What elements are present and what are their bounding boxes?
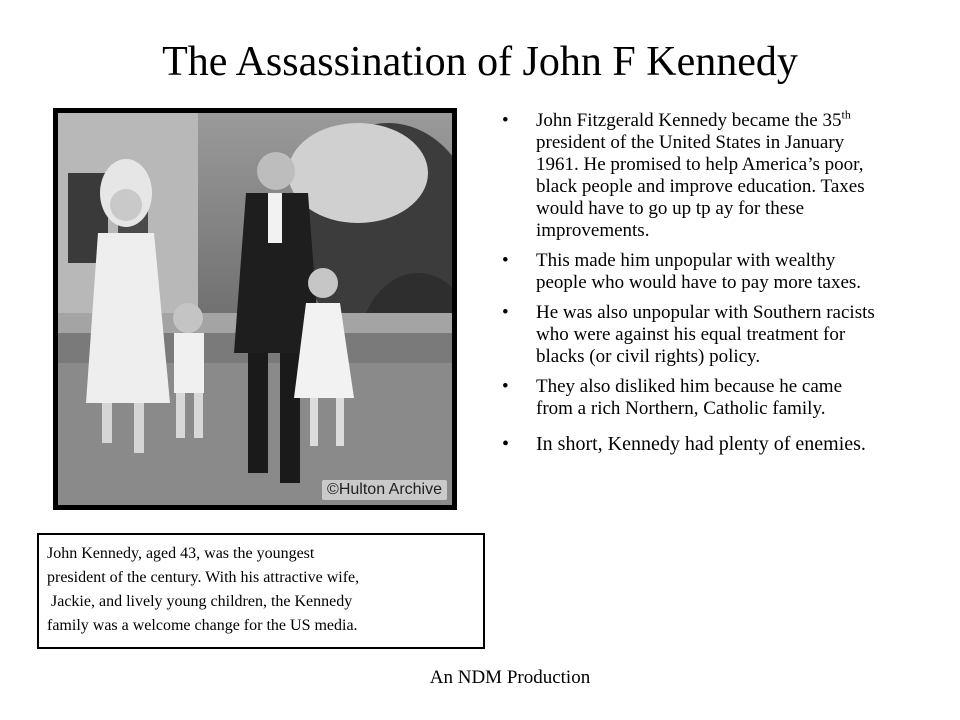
caption-line: John Kennedy, aged 43, was the youngest	[47, 545, 315, 562]
bullet-text: They also disliked him because he came from a rich Northern, Catholic family.	[536, 376, 843, 419]
bullet-marker: •	[502, 433, 510, 455]
family-photo-icon	[58, 113, 452, 505]
ordinal-suffix: th	[841, 107, 851, 122]
bullet-marker: •	[502, 250, 509, 271]
bullet-text: In short, Kennedy had plenty of enemies.	[536, 433, 866, 455]
bullet-item	[498, 250, 878, 294]
caption-line: president of the century. With his attractive wife,	[47, 569, 360, 586]
bullet-marker: •	[502, 302, 509, 323]
bullet-text: This made him unpopular with wealthy people who would have to pay more taxes.	[536, 250, 862, 293]
caption-line: family was a welcome change for the US media.	[47, 617, 358, 634]
footer-credit: An NDM Production	[429, 667, 591, 688]
bullet-marker: •	[502, 376, 509, 397]
bullet-list	[498, 107, 878, 464]
bullet-item	[498, 376, 878, 420]
bullet-item	[498, 107, 878, 242]
bullet-marker: •	[502, 110, 509, 131]
bullet-text: John Fitzgerald Kennedy became the 35	[536, 110, 842, 131]
slide-title: The Assassination of John F Kennedy	[162, 39, 798, 85]
caption-line: Jackie, and lively young children, the Kennedy	[47, 593, 353, 610]
bullet-text: He was also unpopular with Southern racists who were against his equal treatment for blacks (or civil rights) policy.	[536, 302, 875, 367]
hulton-archive-watermark: ©Hulton Archive	[322, 480, 447, 500]
bullet-text-cont: president of the United States in January 1961. He promised to help America’s poor, black people and improve education. Taxes would have to go up tp ay for these improvements.	[536, 132, 865, 241]
kennedy-family-photo	[53, 108, 457, 510]
bullet-item	[498, 432, 878, 456]
photo-caption-box	[37, 533, 485, 649]
bullet-item	[498, 302, 878, 368]
